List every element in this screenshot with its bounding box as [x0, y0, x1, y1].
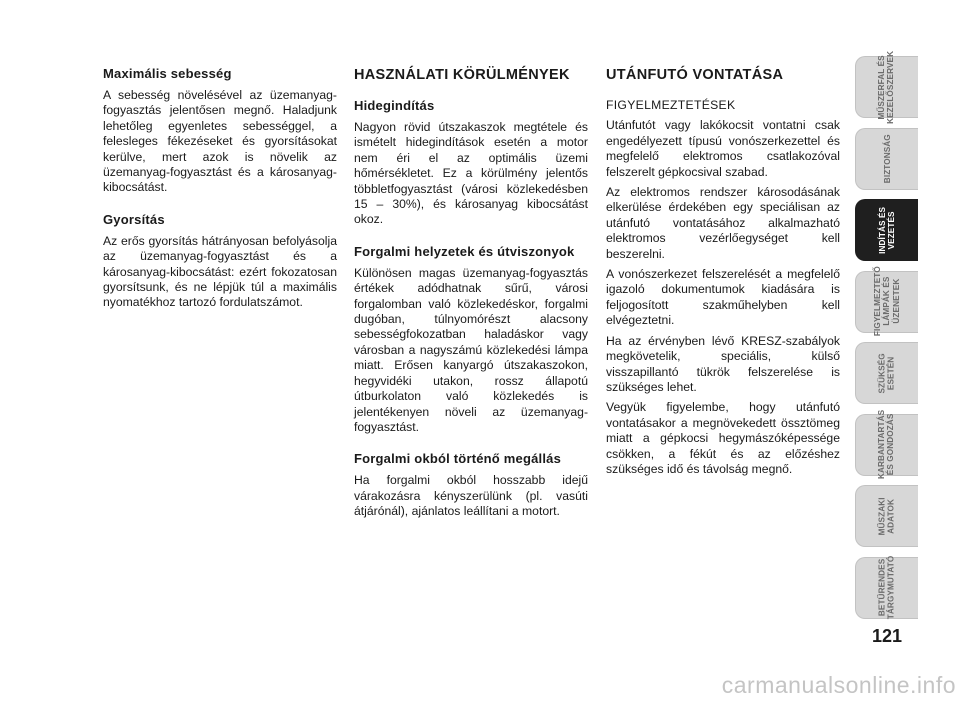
- column-left: [103, 66, 337, 316]
- tab-dashboard-controls[interactable]: [855, 50, 918, 124]
- tab-warning-lights[interactable]: [855, 266, 918, 337]
- tab-label: KARBANTARTÁS ÉS GONDOZÁS: [877, 409, 896, 480]
- section-title-usage-conditions: HASZNÁLATI KÖRÜLMÉNYEK: [354, 67, 570, 83]
- heading-acceleration: Gyorsítás: [103, 211, 165, 227]
- tab-label: MŰSZAKI ADATOK: [877, 497, 896, 535]
- page-number: 121: [871, 626, 903, 646]
- heading-cold-start: Hidegindítás: [354, 98, 435, 113]
- tab-emergency[interactable]: [855, 342, 918, 404]
- tab-label: BETŰRENDES TÁRGYMUTATÓ: [877, 555, 896, 620]
- column-middle: [354, 66, 588, 525]
- paragraph-cold-start: Nagyon rövid útszakaszok megtétele és ismételt hidegindítások esetén a motor nem éri el az optimális üzemi hőmérsékletet. Ez a körülmény jelentős többletfogyasztást (városi közlekedésben 15 – 30%), és károsanyag kibocsátást okoz.: [354, 120, 588, 227]
- paragraph-traffic-stop: Ha forgalmi okból hosszabb idejű várakozásra kényszerülünk (pl. vasúti átjárónál), ajánlatos leállítani a motort.: [354, 473, 588, 519]
- warnings-label: FIGYELMEZTETÉSEK: [606, 98, 736, 112]
- tab-label: MŰSZERFAL ÉS KEZELŐSZERVEK: [877, 50, 896, 124]
- tab-index[interactable]: [855, 557, 918, 619]
- paragraph-trailer-3: A vonószerkezet felszerelését a megfelelő igazoló dokumentumok kiadására is feljogosított szakműhelyben kell elvégeztetni.: [606, 267, 840, 328]
- heading-traffic-stop: Forgalmi okból történő megállás: [354, 451, 562, 467]
- tab-label: BIZTONSÁG: [882, 134, 892, 183]
- column-right: [606, 66, 840, 482]
- tab-starting-driving[interactable]: [855, 199, 918, 261]
- paragraph-max-speed: A sebesség növelésével az üzemanyag-fogyasztás jelentősen megnő. Haladjunk lehetőleg egyenletes sebességgel, a felesleges fékezéseket és gyorsításokat kerülve, mert azok is növelik az üzemanyag-fogyasztást és a károsanyag-kibocsátást.: [103, 88, 337, 195]
- tab-maintenance[interactable]: [855, 409, 918, 480]
- paragraph-trailer-5: Vegyük figyelembe, hogy utánfutó vontatásakor a megnövekedett össztömeg miatt a gépkocsi hegymászóképessége csökken, a fékút és az előzéshez szükséges idő és távolság megnő.: [606, 400, 840, 476]
- chapter-tabs: [855, 50, 918, 628]
- tab-safety[interactable]: [855, 128, 918, 190]
- watermark: carmanualsonline.info: [721, 672, 956, 698]
- paragraph-traffic-conditions: Különösen magas üzemanyag-fogyasztás értékek adódhatnak sűrű, városi forgalomban való közlekedéskor, forgalmi dugóban, túlnyomórészt alacsony sebességfokozatban haladáskor vagy városban a nagyszámú közlekedési lámpa miatt. Erősen kanyargó útszakaszokon, hegyvidéki utakon, rossz állapotú útburkolaton való közlekedés is jelentékenyen növeli az üzemanyag-fogyasztást.: [354, 265, 588, 434]
- tab-technical-data[interactable]: [855, 485, 918, 547]
- paragraph-trailer-2: Az elektromos rendszer károsodásának elkerülése érdekében egy speciálisan az utánfutó vontatásához alkalmazható elektromos vezérlőegységet kell beszerelni.: [606, 185, 840, 261]
- section-title-trailer-towing: UTÁNFUTÓ VONTATÁSA: [606, 67, 784, 83]
- tab-label: FIGYELMEZTETŐ LÁMPÁK ÉS ÜZENETEK: [872, 266, 901, 337]
- heading-max-speed: Maximális sebesség: [103, 66, 232, 81]
- paragraph-acceleration: Az erős gyorsítás hátrányosan befolyásolja az üzemanyag-fogyasztást és a károsanyag-kibocsátást: ezért fokozatosan gyorsítsunk, és ne lépjük túl a maximális nyomatékhoz tartozó fordulatszámot.: [103, 233, 337, 310]
- heading-traffic-conditions: Forgalmi helyzetek és útviszonyok: [354, 243, 575, 259]
- paragraph-trailer-1: Utánfutót vagy lakókocsit vontatni csak engedélyezett típusú vonószerkezettel és megfelelő elektromos csatlakozóval felszerelt gépkocsival szabad.: [606, 118, 840, 179]
- tab-label: SZÜKSÉG ESETÉN: [877, 352, 896, 394]
- paragraph-trailer-4: Ha az érvényben lévő KRESZ-szabályok megkövetelik, speciális, külső visszapillantó tükrök felszerelése is szükséges lehet.: [606, 333, 840, 394]
- tab-label: INDÍTÁS ÉS VEZETÉS: [877, 206, 896, 254]
